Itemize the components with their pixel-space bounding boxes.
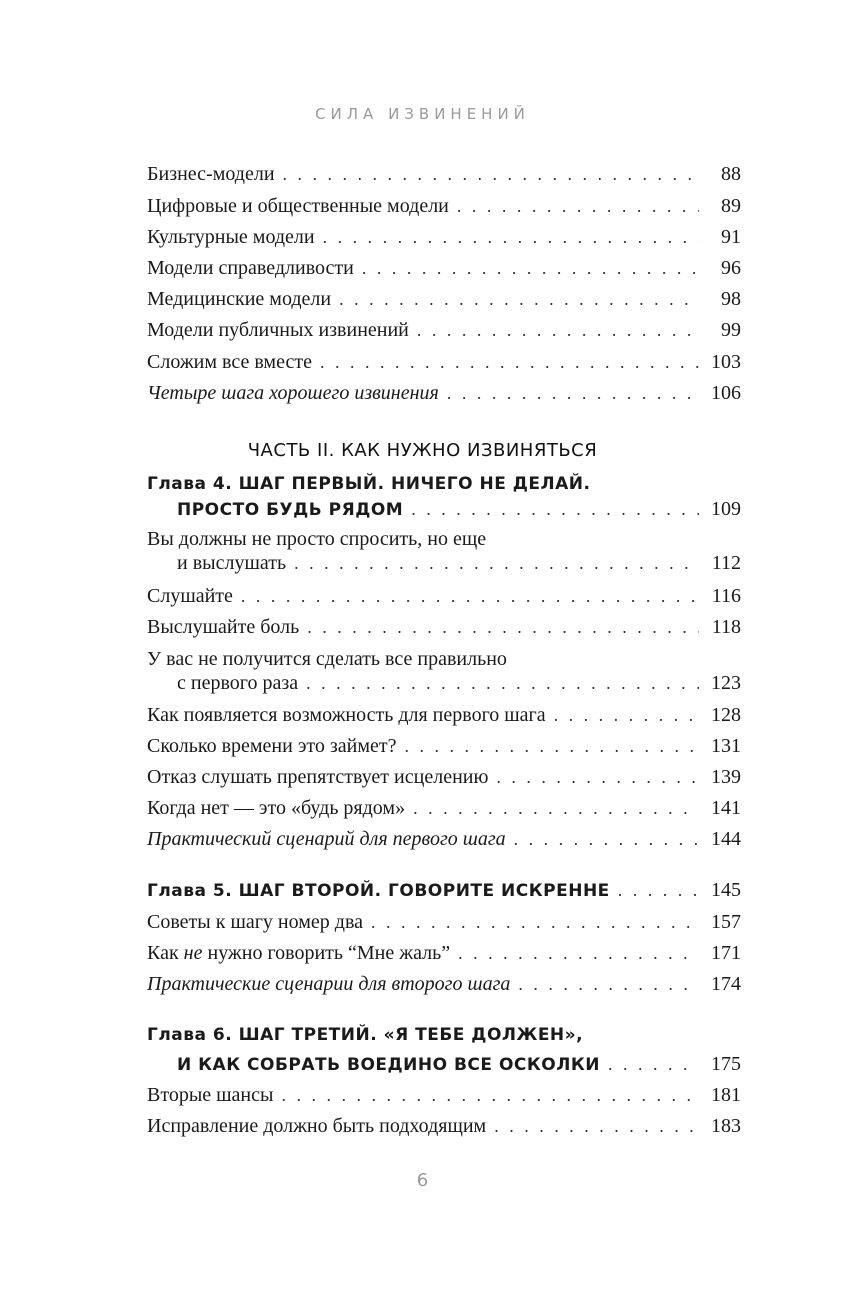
dot-leader (554, 703, 699, 727)
toc-entry-title-line1: У вас не получится сделать все правильно (147, 648, 507, 670)
toc-entry[interactable] (147, 287, 741, 311)
dot-leader (281, 1083, 699, 1107)
dot-leader (608, 1052, 699, 1076)
running-header: СИЛА ИЗВИНЕНИЙ (315, 105, 530, 123)
toc-entry-scenario[interactable] (147, 972, 741, 996)
toc-entry-page: 131 (711, 735, 741, 757)
toc-entry[interactable] (147, 318, 741, 342)
chapter-title-line2: И КАК СОБРАТЬ ВОЕДИНО ВСЕ ОСКОЛКИ (177, 1055, 600, 1075)
toc-entry-page: 118 (711, 616, 741, 638)
toc-entry-title: Как появляется возможность для первого шага (147, 704, 546, 726)
dot-leader (618, 878, 699, 902)
chapter-title-line1: Глава 4. ШАГ ПЕРВЫЙ. НИЧЕГО НЕ ДЕЛАЙ. (147, 474, 591, 494)
chapter-title: Глава 5. ШАГ ВТОРОЙ. ГОВОРИТЕ ИСКРЕННЕ (147, 881, 610, 901)
toc-entry-page: 183 (711, 1115, 741, 1137)
dot-leader (457, 194, 699, 218)
toc-entry-title: Когда нет — это «будь рядом» (147, 797, 406, 819)
toc-entry[interactable] (147, 910, 741, 934)
toc-entry[interactable] (147, 256, 741, 280)
dot-leader (458, 941, 699, 965)
toc-entry-title: Четыре шага хорошего извинения (147, 382, 439, 404)
toc-entry-title: Советы к шагу номер два (147, 911, 364, 933)
dot-leader (339, 287, 699, 311)
toc-entry-page: 128 (711, 704, 741, 726)
toc-entry[interactable] (147, 350, 741, 374)
toc-entry[interactable] (147, 194, 741, 218)
toc-entry-title: Сколько времени это займет? (147, 735, 397, 757)
toc-entry-title: Культурные модели (147, 226, 315, 248)
chapter-page: 109 (711, 498, 741, 520)
toc-entry-scenario[interactable] (147, 827, 741, 851)
toc-entry-title: Медицинские модели (147, 288, 332, 310)
dot-leader (294, 551, 699, 575)
chapter-title-line1: Глава 6. ШАГ ТРЕТИЙ. «Я ТЕБЕ ДОЛЖЕН», (147, 1025, 584, 1045)
toc-entry-title-line1: Вы должны не просто спросить, но еще (147, 528, 487, 550)
dot-leader (518, 972, 699, 996)
toc-entry-page: 174 (711, 973, 741, 995)
toc-entry[interactable] (147, 225, 741, 249)
toc-entry-title: Исправление должно быть подходящим (147, 1115, 487, 1137)
title-emphasis: не (183, 942, 203, 964)
chapter-4-heading[interactable] (147, 472, 741, 522)
toc-entry[interactable] (147, 1083, 741, 1107)
toc-entry-title: Модели публичных извинений (147, 319, 409, 341)
toc-entry-title-line2: и выслушать (177, 552, 287, 574)
toc-entry[interactable] (147, 647, 741, 695)
toc-entry[interactable] (147, 162, 741, 186)
toc-entry[interactable] (147, 615, 741, 639)
toc-entry-page: 123 (711, 672, 741, 694)
toc-entry-page: 171 (711, 942, 741, 964)
toc-entry-page: 106 (711, 382, 741, 404)
dot-leader (447, 381, 699, 405)
toc-entry-page: 116 (711, 585, 741, 607)
toc-entry-page: 98 (721, 288, 741, 310)
toc-entry[interactable] (147, 584, 741, 608)
dot-leader (514, 827, 699, 851)
toc-entry[interactable] (147, 527, 741, 575)
toc-entry-page: 99 (721, 319, 741, 341)
dot-leader (283, 162, 699, 186)
toc-entry[interactable] (147, 734, 741, 758)
toc-entry-page: 103 (711, 351, 741, 373)
toc-entry-title (147, 941, 450, 965)
dot-leader (413, 796, 699, 820)
toc-entry[interactable] (147, 703, 741, 727)
toc-entry-title: Слушайте (147, 585, 233, 607)
toc-entry-title: Цифровые и общественные модели (147, 195, 449, 217)
chapter-title-line2: ПРОСТО БУДЬ РЯДОМ (177, 500, 404, 520)
chapter-6-heading[interactable] (147, 1023, 741, 1077)
toc-entry[interactable] (147, 1114, 741, 1138)
toc-entry-page: 144 (711, 828, 741, 850)
page-number: 6 (416, 1170, 429, 1191)
toc-entry-title: Вторые шансы (147, 1084, 274, 1106)
toc-entry-title: Практические сценарии для второго шага (147, 973, 511, 995)
chapter-page: 145 (711, 879, 741, 901)
title-part: Как (147, 942, 184, 964)
toc-entry-title: Отказ слушать препятствует исцелению (147, 766, 489, 788)
dot-leader (306, 671, 699, 695)
dot-leader (411, 497, 699, 521)
toc-entry-page: 96 (721, 257, 741, 279)
chapter-page: 175 (711, 1053, 741, 1075)
dot-leader (323, 225, 699, 249)
dot-leader (362, 256, 699, 280)
toc-entry[interactable] (147, 941, 741, 965)
toc-entry-title: Бизнес-модели (147, 163, 275, 185)
dot-leader (320, 350, 699, 374)
chapter-5-heading[interactable] (147, 878, 741, 903)
toc-entry-page: 88 (721, 163, 741, 185)
toc-entry-title: Практический сценарий для первого шага (147, 828, 506, 850)
toc-entry-page: 157 (711, 911, 741, 933)
toc-entry-page: 112 (711, 552, 741, 574)
dot-leader (307, 615, 699, 639)
toc-entry-page: 181 (711, 1084, 741, 1106)
toc-entry-title: Выслушайте боль (147, 616, 300, 638)
toc-entry-page: 89 (721, 195, 741, 217)
toc-entry-page: 141 (711, 797, 741, 819)
dot-leader (496, 765, 699, 789)
toc-entry-page: 139 (711, 766, 741, 788)
dot-leader (405, 734, 699, 758)
toc-entry-scenario[interactable] (147, 381, 741, 405)
title-part: нужно говорить “Мне жаль” (202, 942, 451, 964)
toc-entry[interactable] (147, 765, 741, 789)
dot-leader (371, 910, 699, 934)
toc-entry[interactable] (147, 796, 741, 820)
toc-entry-title: Модели справедливости (147, 257, 354, 279)
toc-entry-page: 91 (721, 226, 741, 248)
dot-leader (494, 1114, 699, 1138)
toc-entry-title-line2: с первого раза (177, 672, 299, 694)
toc-entry-title: Сложим все вместе (147, 351, 312, 373)
part-heading: ЧАСТЬ II. КАК НУЖНО ИЗВИНЯТЬСЯ (247, 440, 598, 461)
dot-leader (241, 584, 699, 608)
dot-leader (417, 318, 699, 342)
